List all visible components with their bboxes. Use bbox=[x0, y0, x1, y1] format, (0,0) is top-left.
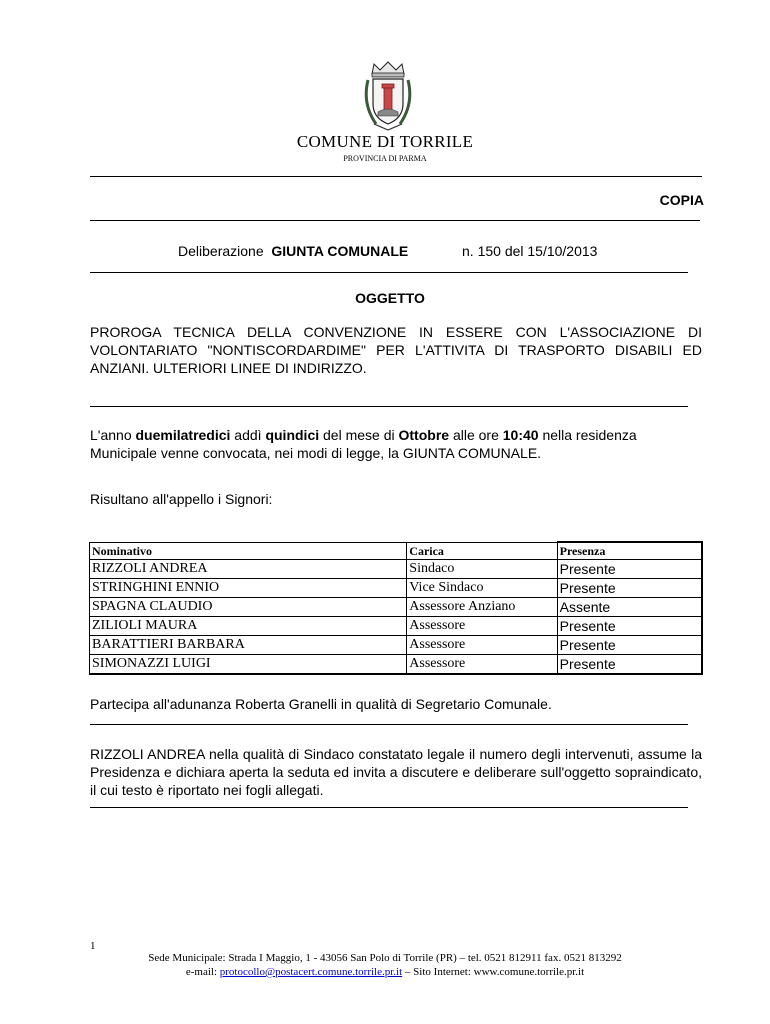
coat-of-arms-icon bbox=[362, 60, 414, 132]
member-presence: Presente bbox=[557, 560, 702, 579]
deliberation-heading bbox=[178, 243, 408, 259]
deliberation-label: Deliberazione bbox=[178, 243, 264, 259]
session-day: quindici bbox=[265, 427, 320, 443]
attendance-table bbox=[89, 541, 703, 675]
header-nominativo: Nominativo bbox=[90, 542, 407, 560]
municipality-title: COMUNE DI TORRILE bbox=[296, 132, 474, 151]
table-row bbox=[90, 636, 703, 655]
member-name: RIZZOLI ANDREA bbox=[90, 560, 407, 579]
table-header-row bbox=[90, 542, 703, 560]
deliberation-body: GIUNTA COMUNALE bbox=[271, 243, 409, 259]
subject-title: OGGETTO bbox=[355, 290, 425, 306]
member-presence: Presente bbox=[557, 636, 702, 655]
session-paragraph bbox=[90, 426, 702, 462]
divider bbox=[90, 406, 688, 407]
subject-text: PROROGA TECNICA DELLA CONVENZIONE IN ESSERE CON L'ASSOCIAZIONE DI VOLONTARIATO "NONTISCORDARDIME" PER L'ATTIVITA DI TRASPORTO DISABILI ED ANZIANI. ULTERIORI LINEE DI INDIRIZZO. bbox=[90, 324, 702, 376]
presidency-paragraph: RIZZOLI ANDREA nella qualità di Sindaco constatato legale il numero degli intervenuti, assume la Presidenza e dichiara aperta la seduta ed invita a discutere e deliberare sull'oggetto sopraindicato, il cui testo è riportato nei fogli allegati. bbox=[90, 746, 702, 798]
deliberation-number: n. 150 del 15/10/2013 bbox=[462, 243, 598, 259]
member-presence: Assente bbox=[557, 598, 702, 617]
email-link[interactable]: protocollo@postacert.comune.torrile.pr.it bbox=[219, 966, 403, 978]
table-row bbox=[90, 598, 703, 617]
member-name: STRINGHINI ENNIO bbox=[90, 579, 407, 598]
copy-label: COPIA bbox=[659, 192, 704, 208]
divider bbox=[90, 176, 702, 177]
member-name: ZILIOLI MAURA bbox=[90, 617, 407, 636]
member-name: SIMONAZZI LUIGI bbox=[90, 655, 407, 675]
divider bbox=[90, 272, 688, 273]
table-row bbox=[90, 579, 703, 598]
member-name: BARATTIERI BARBARA bbox=[90, 636, 407, 655]
member-name: SPAGNA CLAUDIO bbox=[90, 598, 407, 617]
header-presenza: Presenza bbox=[557, 542, 702, 560]
header-carica: Carica bbox=[407, 542, 557, 560]
member-role: Vice Sindaco bbox=[407, 579, 557, 598]
member-role: Sindaco bbox=[407, 560, 557, 579]
session-month: Ottobre bbox=[398, 427, 450, 443]
member-role: Assessore bbox=[407, 655, 557, 675]
divider bbox=[90, 807, 688, 808]
session-text: nella residenza Municipale venne convocata, nei modi di legge, la GIUNTA COMUNALE. bbox=[90, 427, 637, 461]
member-role: Assessore bbox=[407, 636, 557, 655]
session-text: alle ore bbox=[449, 427, 503, 443]
session-time: 10:40 bbox=[502, 427, 539, 443]
footer-address: Sede Municipale: Strada I Maggio, 1 - 43056 San Polo di Torrile (PR) – tel. 0521 812911 fax. 0521 813292 bbox=[148, 952, 622, 964]
member-role: Assessore Anziano bbox=[407, 598, 557, 617]
footer-contacts bbox=[0, 966, 770, 978]
footer-email-label: e-mail: bbox=[185, 966, 220, 978]
footer-website: – Sito Internet: www.comune.torrile.pr.it bbox=[402, 966, 585, 978]
member-presence: Presente bbox=[557, 655, 702, 675]
member-presence: Presente bbox=[557, 579, 702, 598]
table-row bbox=[90, 655, 703, 675]
divider bbox=[90, 220, 700, 221]
table-row bbox=[90, 617, 703, 636]
province-subtitle: PROVINCIA DI PARMA bbox=[343, 154, 427, 163]
roll-call-intro: Risultano all'appello i Signori: bbox=[90, 491, 273, 507]
session-year: duemilatredici bbox=[135, 427, 231, 443]
page-number: 1 bbox=[90, 940, 96, 952]
divider bbox=[90, 724, 688, 725]
table-row bbox=[90, 560, 703, 579]
session-text: L'anno bbox=[90, 427, 136, 443]
session-text: del mese di bbox=[319, 427, 399, 443]
member-role: Assessore bbox=[407, 617, 557, 636]
secretary-paragraph: Partecipa all'adunanza Roberta Granelli in qualità di Segretario Comunale. bbox=[90, 696, 552, 712]
member-presence: Presente bbox=[557, 617, 702, 636]
session-text: addì bbox=[230, 427, 266, 443]
